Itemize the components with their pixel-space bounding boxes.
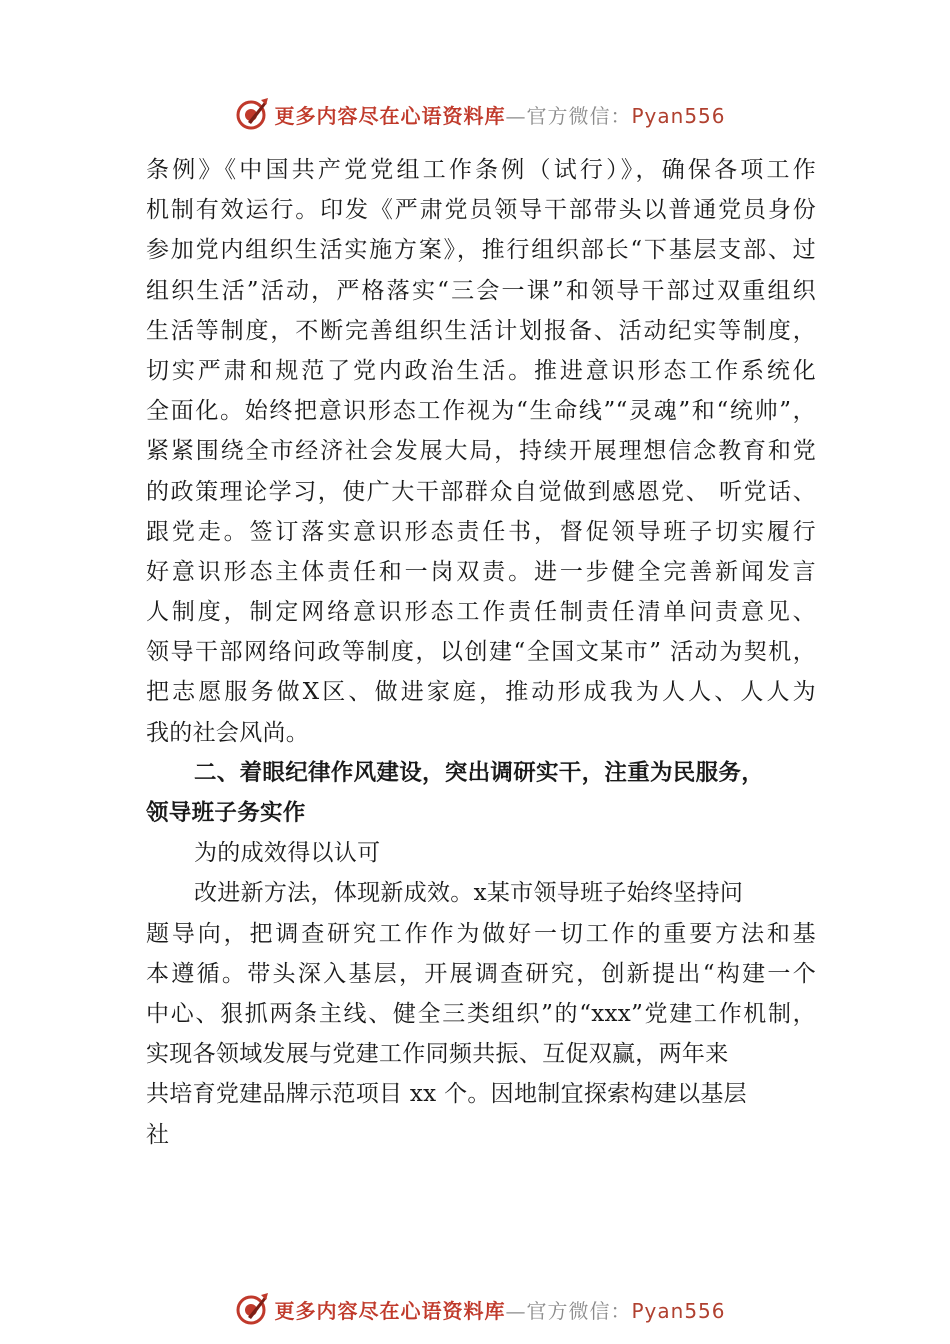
text-line: 实现各领域发展与党建工作同频共振、互促双赢，两年来 (146, 1041, 729, 1068)
paragraph (146, 873, 816, 1154)
text-line: 全面化。始终把意识形态工作视为“生命线”“灵魂”和“统帅”， (146, 398, 816, 425)
text-line: 条例》《中国共产党党组工作条例（试行）》，确保各项工作 (146, 157, 816, 183)
heading-line: 二、着眼纪律作风建设，突出调研实干，注重为民服务， (194, 759, 765, 786)
text-line: 的政策理论学习，使广大干部群众自觉做到感恩党、 听党话、 (146, 478, 816, 505)
text-line: 中心、狠抓两条主线、健全三类组织”的“xxx”党建工作机制， (146, 1000, 816, 1027)
text-line: 我的社会风尚。 (146, 719, 310, 746)
text-line: 组织生活”活动，严格落实“三会一课”和领导干部过双重组织 (146, 277, 816, 304)
paragraph (146, 833, 816, 873)
text-line: 生活等制度，不断完善组织生活计划报备、活动纪实等制度， (146, 317, 816, 344)
text-line: 本遵循。带头深入基层，开展调查研究，创新提出“构建一个 (146, 960, 816, 987)
text-line: 紧紧围绕全市经济社会发展大局，持续开展理想信念教育和党 (146, 438, 816, 465)
text-line: 改进新方法，体现新成效。x某市领导班子始终坚持问 (194, 880, 744, 907)
text-line: 题导向，把调查研究工作作为做好一切工作的重要方法和基 (146, 920, 816, 947)
text-line: 切实严肃和规范了党内政治生活。推进意识形态工作系统化 (146, 357, 816, 384)
header-watermark-banner (0, 94, 950, 134)
watermark-brand: 更多内容尽在心语资料库 (274, 1298, 506, 1323)
brush-seal-logo-icon (234, 96, 270, 132)
text-line: 机制有效运行。印发《严肃党员领导干部带头以普通党员身份 (146, 197, 816, 224)
watermark-text (274, 1295, 725, 1324)
heading-line: 领导班子务实作 (146, 800, 306, 826)
text-line: 人制度，制定网络意识形态工作责任制责任清单问责意见、 (146, 599, 816, 626)
text-line: 好意识形态主体责任和一岗双责。进一步健全完善新闻发言 (146, 558, 816, 585)
text-line: 社 (146, 1121, 170, 1148)
document-body (146, 150, 816, 1155)
watermark-separator: — (505, 1298, 527, 1323)
paragraph (146, 150, 816, 753)
watermark-wechat-id: Pyan556 (631, 1298, 726, 1323)
brush-seal-logo-icon (234, 1291, 270, 1327)
footer-watermark-banner (0, 1289, 950, 1329)
watermark-brand: 更多内容尽在心语资料库 (274, 103, 506, 128)
watermark-wechat-id: Pyan556 (631, 103, 726, 128)
text-line: 为的成效得以认可 (194, 840, 381, 867)
text-line: 跟党走。签订落实意识形态责任书，督促领导班子切实履行 (146, 518, 816, 545)
watermark-wechat-label: 官方微信： (526, 1298, 632, 1323)
section-heading (146, 753, 816, 833)
watermark-text (274, 100, 725, 129)
text-line: 把志愿服务做X区、做进家庭，推动形成我为人人、人人为 (146, 679, 816, 706)
watermark-wechat-label: 官方微信： (526, 103, 632, 128)
text-line: 共培育党建品牌示范项目 xx 个。因地制宜探索构建以基层 (146, 1081, 747, 1108)
text-line: 领导干部网络问政等制度，以创建“全国文某市” 活动为契机， (146, 639, 816, 666)
watermark-separator: — (505, 103, 527, 128)
text-line: 参加党内组织生活实施方案》，推行组织部长“下基层支部、过 (146, 237, 816, 264)
